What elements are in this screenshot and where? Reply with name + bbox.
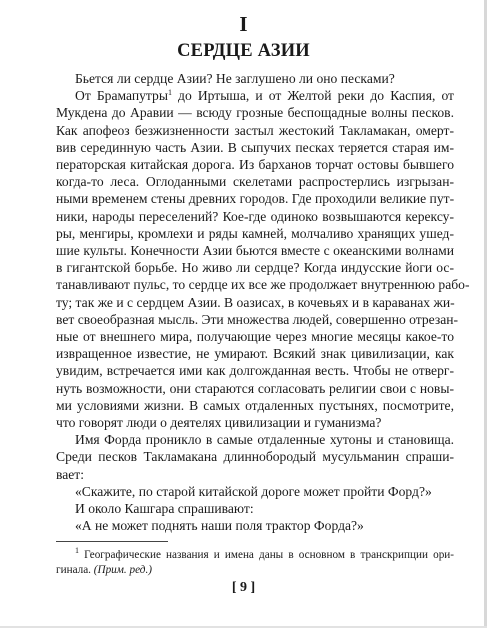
text-line: в гигантской борьбе. Но живо ли сердце? Когда индусские йоги ос- <box>56 260 454 276</box>
text-fragment: От Брамапутры <box>75 88 168 104</box>
paragraph-5 <box>56 500 454 517</box>
text-line: «А не может поднять наши поля трактор Форда?» <box>75 518 364 534</box>
text-line: ры, менгиры, кромлехи и ряды камней, молчаливо хранящих ушед- <box>56 225 454 241</box>
footnote-line <box>56 548 454 563</box>
chapter-title: СЕРДЦЕ АЗИИ <box>177 41 310 61</box>
paragraph-6 <box>56 517 454 534</box>
text-line: Среди песков Такламакана длиннобородый мусульманин спраши- <box>56 449 454 465</box>
footnote-line <box>56 563 454 578</box>
text-line: вив серединную часть Азии. В сыпучих песках теряется старая им- <box>56 139 454 155</box>
paragraph-4 <box>56 483 454 500</box>
paragraph-1 <box>56 70 454 87</box>
paragraph-2 <box>56 87 470 431</box>
text-line: шие культы. Конечности Азии бьются вместе с океанскими волнами <box>56 243 454 259</box>
text-line: вает: <box>56 466 85 482</box>
chapter-number: I <box>239 12 248 36</box>
footnote <box>56 548 454 578</box>
text-line: ные от внешнего мира, получающие через многие месяцы какое-то <box>56 329 454 345</box>
text-line: что говорят люди о деятелях цивилизации и гуманизма? <box>56 415 382 431</box>
text-line: «Скажите, по старой китайской дороге может пройти Форд?» <box>75 483 432 499</box>
text-line: Бьется ли сердце Азии? Не заглушено ли оно песками? <box>75 71 395 86</box>
text-line: ператорская китайская дорога. Из барханов торчат остовы бывшего <box>56 157 454 173</box>
text-line: ми условиями жизни. В самых отдаленных пустынях, посмотрите, <box>56 397 454 413</box>
text-line: ту; так же и с сердцем Азии. В оазисах, в кочевьях и в караванах жи- <box>56 294 455 310</box>
footnote-separator <box>56 541 168 542</box>
text-line: танавливают пульс, то сердце их все же продолжает внутреннюю рабо- <box>56 277 470 293</box>
paragraph-2-lines <box>56 104 470 431</box>
editor-note: (Прим. ред.) <box>93 564 152 576</box>
footnote-mark: 1 <box>75 546 79 555</box>
text-line: увидим, встречается ими как долгожданная весть. Чтобы не отверг- <box>56 363 454 379</box>
paragraph-3 <box>56 431 454 483</box>
text-line: Как апофеоз безжизненности застыл жестокий Такламакан, омерт- <box>56 122 454 138</box>
text-line-with-footnote-ref <box>56 87 454 104</box>
footnote-reference[interactable]: 1 <box>167 88 172 98</box>
text-line: ными временем стены древних городов. Где проходили великие пут- <box>56 191 455 207</box>
text-fragment: до Иртыша, и от Желтой реки до Каспия, от <box>171 88 455 104</box>
text-line: Имя Форда проникло в самые отдаленные хутоны и становища. <box>75 432 454 448</box>
chapter-body <box>56 70 470 534</box>
footnote-text: Географические названия и имена даны в основном в транскрипции ори- <box>79 549 454 561</box>
text-line: Мукдена до Аравии — всюду грозные беспощадные волны песков. <box>56 105 454 121</box>
page-number: [ 9 ] <box>231 580 256 595</box>
text-line: когда-то леса. Оглоданными скелетами распростерлись изгрызан- <box>56 174 454 190</box>
footnote-text: гинала. <box>56 564 94 576</box>
text-line: ники, народы переселений? Кое-где одиноко возвышаются керексу- <box>56 208 454 224</box>
text-line: вет своеобразная мысль. Эти множества людей, совершенно отрезан- <box>56 311 459 327</box>
text-line: извращенное известие, не умирают. Всякий знак цивилизации, как <box>56 346 454 362</box>
text-line: нуть возможности, они стараются согласовать религии свои с новы- <box>56 380 454 396</box>
text-line: И около Кашгара спрашивают: <box>75 501 254 517</box>
